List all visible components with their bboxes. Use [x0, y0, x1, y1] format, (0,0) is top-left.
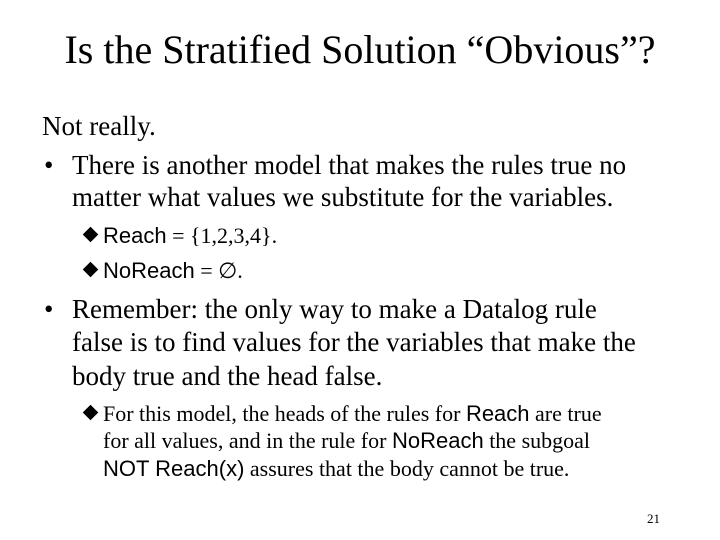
text-span: are true	[529, 401, 602, 426]
bullet2-line2: false is to find values for the variables that make the	[72, 327, 636, 357]
reach-value: = {1,2,3,4}.	[166, 223, 278, 248]
bullet2-line1: Remember: the only way to make a Datalog rule	[72, 294, 597, 324]
bullet1-line1: There is another model that makes the rules true no	[72, 150, 627, 180]
reach-term: Reach	[465, 401, 530, 426]
bullet-marker: •	[44, 150, 54, 180]
text-span: the subgoal	[483, 428, 591, 453]
bullet2-line3: body true and the head false.	[72, 361, 383, 391]
noreach-value: = ∅.	[194, 258, 243, 283]
diamond-bullet-icon	[83, 227, 99, 243]
reach-term: Reach	[103, 223, 167, 248]
text-span: For this model, the heads of the rules for	[103, 401, 466, 426]
bullet2-sub-line1	[103, 400, 602, 427]
intro-text: Not really.	[42, 111, 156, 141]
page-number: 21	[647, 511, 660, 526]
diamond-bullet-icon	[83, 262, 99, 278]
bullet2-sub-line2	[103, 427, 590, 454]
bullet1-sub1	[103, 222, 277, 249]
slide-title: Is the Stratified Solution “Obvious”?	[64, 27, 656, 72]
noreach-term: NoReach	[103, 258, 195, 283]
text-span: assures that the body cannot be true.	[244, 456, 570, 481]
noreach-term: NoReach	[391, 428, 484, 453]
bullet-marker: •	[44, 294, 54, 324]
bullet1-sub2	[103, 257, 243, 284]
not-reach-term: NOT Reach(x)	[103, 456, 245, 481]
text-span: for all values, and in the rule for	[103, 428, 392, 453]
diamond-bullet-icon	[83, 405, 99, 421]
bullet2-sub-line3	[103, 455, 569, 482]
bullet1-line2: matter what values we substitute for the variables.	[72, 182, 614, 212]
